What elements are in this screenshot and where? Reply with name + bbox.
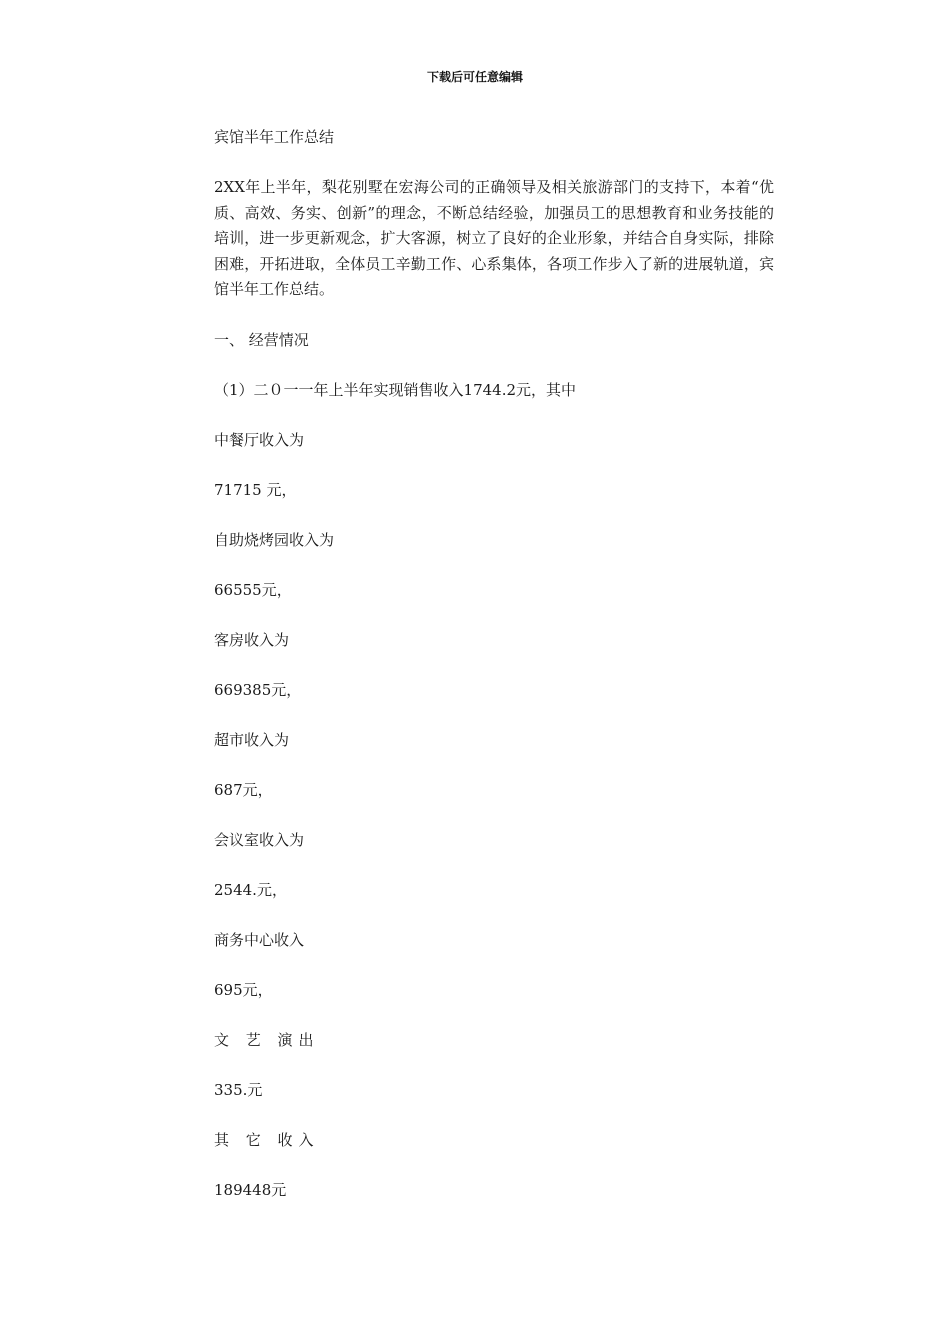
revenue-label-chinese-restaurant: 中餐厅收入为 bbox=[214, 430, 305, 449]
revenue-value-performances: 335.元 bbox=[214, 1080, 263, 1099]
revenue-label-bbq-garden: 自助烧烤园收入为 bbox=[214, 530, 335, 549]
revenue-value-meeting-room: 2544.元， bbox=[214, 880, 287, 899]
revenue-value-supermarket: 687元， bbox=[214, 780, 273, 799]
revenue-value-chinese-restaurant: 71715 元， bbox=[214, 480, 297, 499]
intro-paragraph: 2XX年上半年，梨花别墅在宏海公司的正确领导及相关旅游部门的支持下，本着“优质、高效、务实、创新”的理念，不断总结经验，加强员工的思想教育和业务技能的培训，进一步更新观念，扩大客源，树立了良好的企业形象，并结合自身实际，排除困难，开拓进取，全体员工辛勤工作、心系集体，各项工作步入了新的进展轨道，宾馆半年工作总结。 bbox=[214, 178, 774, 298]
document-body bbox=[214, 126, 774, 1229]
revenue-label-meeting-room: 会议室收入为 bbox=[214, 830, 305, 849]
revenue-label-other: 其 它 收入 bbox=[214, 1130, 320, 1149]
revenue-value-bbq-garden: 66555元， bbox=[214, 580, 292, 599]
download-edit-note: 下载后可任意编辑 bbox=[426, 70, 523, 84]
revenue-value-business-center: 695元， bbox=[214, 980, 273, 999]
revenue-summary-line: （1）二０一一年上半年实现销售收入1744.2元，其中 bbox=[214, 380, 577, 399]
revenue-value-other: 189448元 bbox=[214, 1180, 287, 1199]
revenue-label-performances: 文 艺 演出 bbox=[214, 1030, 320, 1049]
revenue-label-guest-rooms: 客房收入为 bbox=[214, 630, 290, 649]
revenue-label-supermarket: 超市收入为 bbox=[214, 730, 290, 749]
section-heading-operations: 一、 经营情况 bbox=[214, 330, 309, 349]
revenue-value-guest-rooms: 669385元， bbox=[214, 680, 302, 699]
revenue-label-business-center: 商务中心收入 bbox=[214, 930, 305, 949]
document-title: 宾馆半年工作总结 bbox=[214, 128, 335, 146]
